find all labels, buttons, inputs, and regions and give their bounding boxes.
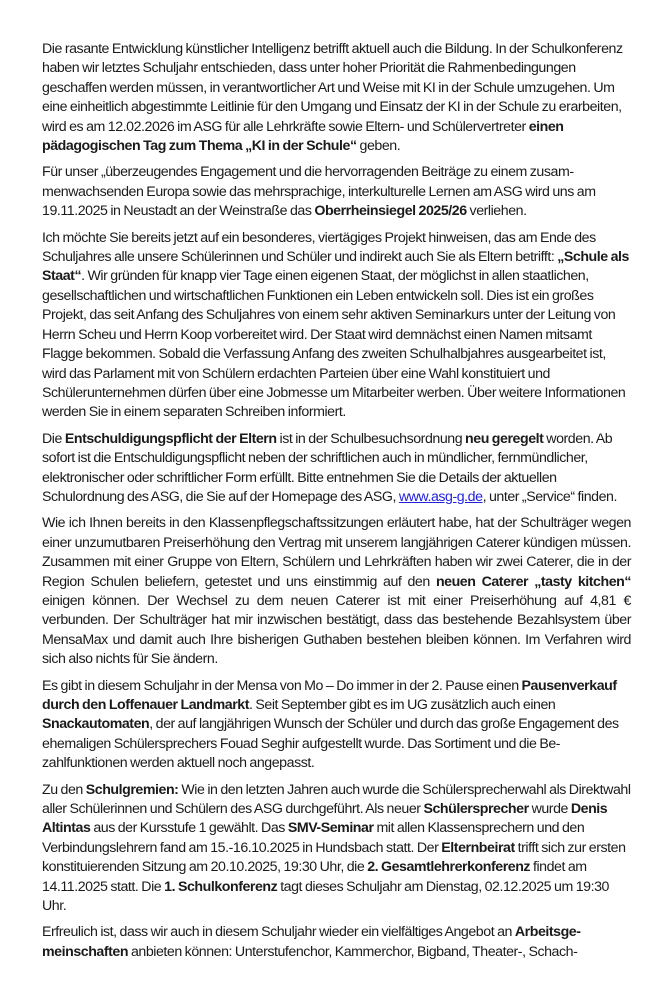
text-run: Wie ich Ihnen bereits in den Klassenpflegschaftssitzungen erläutert habe, hat der Schulträger wegen einer unzumutbaren Preiserhöhung den Vertrag mit unserem langjährigen Caterer kündigen müssen. Zusammen mit einer Gruppe von Eltern, Schülern und Lehrkräften haben wir zwei Caterer, die in der Region Schulen beliefern, getestet und uns einstimmig auf den bbox=[42, 515, 631, 590]
bold-text-run: Oberrheinsiegel 2025/26 bbox=[314, 203, 467, 220]
text-run: Die bbox=[42, 430, 65, 447]
text-run: geben. bbox=[356, 138, 401, 155]
text-run: aus der Kursstufe 1 gewählt. Das bbox=[90, 820, 288, 837]
bold-text-run: Schulgremien: bbox=[85, 781, 179, 798]
bold-text-run: „Schule als Staat“ bbox=[42, 249, 629, 285]
text-run: findet am 14.11.2025 statt. Die bbox=[42, 859, 587, 895]
paragraph bbox=[42, 514, 631, 669]
text-run: , unter „Service“ finden. bbox=[482, 488, 617, 505]
bold-text-run: 2. Gesamtlehrerkonferenz bbox=[367, 859, 531, 876]
text-run: Es gibt in diesem Schuljahr in der Mensa von Mo – Do immer in der 2. Pause einen bbox=[42, 677, 522, 694]
text-run: . Wir gründen für knapp vier Tage einen eigenen Staat, der möglichst in allen staatlichen, gesellschaftlichen und wirtschaftlichen Funktionen ein Leben entwickeln soll. Dies ist ein großes Projekt, das seit Anfang des Schuljahres von einem sehr aktiven Seminarkurs unter der Leitung von Herrn Scheu und Herrn Koop vorbereitet wird. Der Staat wird demnächst einen Namen mitsamt Flagge bekommen. Sobald die Verfassung Anfang des zweiten Schulhalbjahres ausgearbeitet ist, wird das Parlament mit von Schülern erdachten Parteien über eine Wahl konstituiert und Schülerunternehmen dürfen über eine Jobmesse um Mitarbeiter werben. Über weitere Informationen werden Sie in einem separaten Schreiben informiert. bbox=[42, 268, 626, 421]
paragraph bbox=[42, 163, 631, 221]
text-run: Die rasante Entwicklung künstlicher Intelligenz betrifft aktuell auch die Bildung. In der Schulkonferenz haben wir letztes Schuljahr entschieden, dass unter hoher Priorität die Rahmenbedingungen geschaffen werden müssen, in verantwortlicher Art und Weise mit KI in der Schule umzugehen. Um eine einheitlich abgestimmte Leitlinie für den Umgang und Einsatz der KI in der Schule zu erarbeiten, wird es am 12.02.2026 im ASG für alle Lehrkräfte sowie Eltern- und Schülervertreter bbox=[42, 41, 623, 135]
bold-text-run: Arbeitsgemeinschaften bbox=[42, 924, 581, 960]
text-run: Ich möchte Sie bereits jetzt auf ein besonderes, viertägiges Projekt hinweisen, das am Ende des Schuljahres alle unsere Schülerinnen und Schüler und indirekt auch Sie als Eltern betrifft: bbox=[42, 229, 596, 266]
text-run: . Seit September gibt es im UG zusätzlich auch einen bbox=[249, 697, 556, 713]
paragraph bbox=[42, 677, 631, 774]
text-run: anbieten können: Unterstufenchor, Kammerchor, Bigband, Theater-, Schach- bbox=[128, 943, 578, 960]
bold-text-run: neu geregelt bbox=[465, 430, 544, 447]
bold-text-run: Entschuldigungspflicht der Eltern bbox=[64, 430, 277, 447]
paragraph bbox=[42, 229, 631, 423]
text-run: mit allen Klassensprechern und den Verbindungslehrern fand am 15.-16.10.2025 in Hundsbach statt. Der bbox=[42, 820, 585, 856]
asg-homepage-link[interactable]: www.asg-g.de bbox=[398, 488, 483, 505]
text-run: verliehen. bbox=[466, 203, 527, 220]
text-run: Erfreulich ist, dass wir auch in diesem Schuljahr wieder ein vielfältiges Angebot an bbox=[42, 924, 515, 941]
bold-text-run: Snackautomaten bbox=[42, 716, 150, 733]
text-run: Für unser „überzeugendes Engagement und die hervorragenden Beiträge zu einem zusammenwachsenden Europa sowie das mehrsprachige, interkulturelle Lernen am ASG wird uns am 19.11.2025 in Neustadt an der Weinstraße das bbox=[42, 164, 596, 220]
text-run: Zu den bbox=[42, 781, 86, 798]
text-run: einigen können. Der Wechsel zu dem neuen Caterer ist mit einer Preiserhöhung auf 4,81 € verbunden. Der Schulträger hat mir inzwischen bestätigt, dass das bestehende Bezahlsystem über MensaMax und damit auch Ihre bisherigen Guthaben bestehen bleiben können. Im Verfahren wird sich also nichts für Sie ändern. bbox=[42, 592, 631, 668]
bold-text-run: 1. Schulkonferenz bbox=[164, 878, 278, 895]
bold-text-run: Elternbeirat bbox=[441, 839, 515, 856]
bold-text-run: Pausenverkauf durch den Loffenauer Landmarkt bbox=[42, 677, 617, 713]
paragraph bbox=[42, 430, 631, 508]
bold-text-run: Denis Altintas bbox=[42, 801, 608, 837]
letter-body bbox=[42, 40, 631, 962]
bold-text-run: Schülersprecher bbox=[423, 801, 529, 818]
paragraph bbox=[42, 923, 631, 962]
bold-text-run: neuen Caterer „tasty kitchen“ bbox=[435, 573, 631, 590]
text-run: worden. Ab sofort ist die Entschuldigungspflicht neben der schriftlichen auch in mündlicher, fernmündlicher, elektronischer oder schriftlicher Form erfüllt. Bitte entnehmen Sie die Details der aktuellen Schulordnung des ASG, die Sie auf der Homepage des ASG, bbox=[42, 430, 613, 505]
text-run: trifft sich zur ersten konstituierenden Sitzung am 20.10.2025, 19:30 Uhr, die bbox=[42, 839, 626, 876]
paragraph bbox=[42, 40, 631, 156]
text-run: tagt dieses Schuljahr am Dienstag, 02.12.2025 um 19:30 Uhr. bbox=[42, 878, 609, 915]
text-run: wurde bbox=[528, 801, 571, 818]
paragraph bbox=[42, 781, 631, 917]
text-run: Wie in den letzten Jahren auch wurde die Schülersprecherwahl als Direktwahl aller Schülerinnen und Schülern des ASG durchgeführt. Als neuer bbox=[42, 781, 631, 818]
text-run: , der auf langjährigen Wunsch der Schüler und durch das große Engagement des ehemaligen Schülersprechers Fouad Seghir aufgestellt wurde. Das Sortiment und die Bezahlfunktionen werden aktuell noch angepasst. bbox=[42, 716, 619, 772]
text-run: ist in der Schulbesuchsordnung bbox=[276, 430, 466, 447]
bold-text-run: SMV-Seminar bbox=[287, 820, 374, 837]
bold-text-run: einen pädagogischen Tag zum Thema „KI in der Schule“ bbox=[42, 118, 564, 155]
